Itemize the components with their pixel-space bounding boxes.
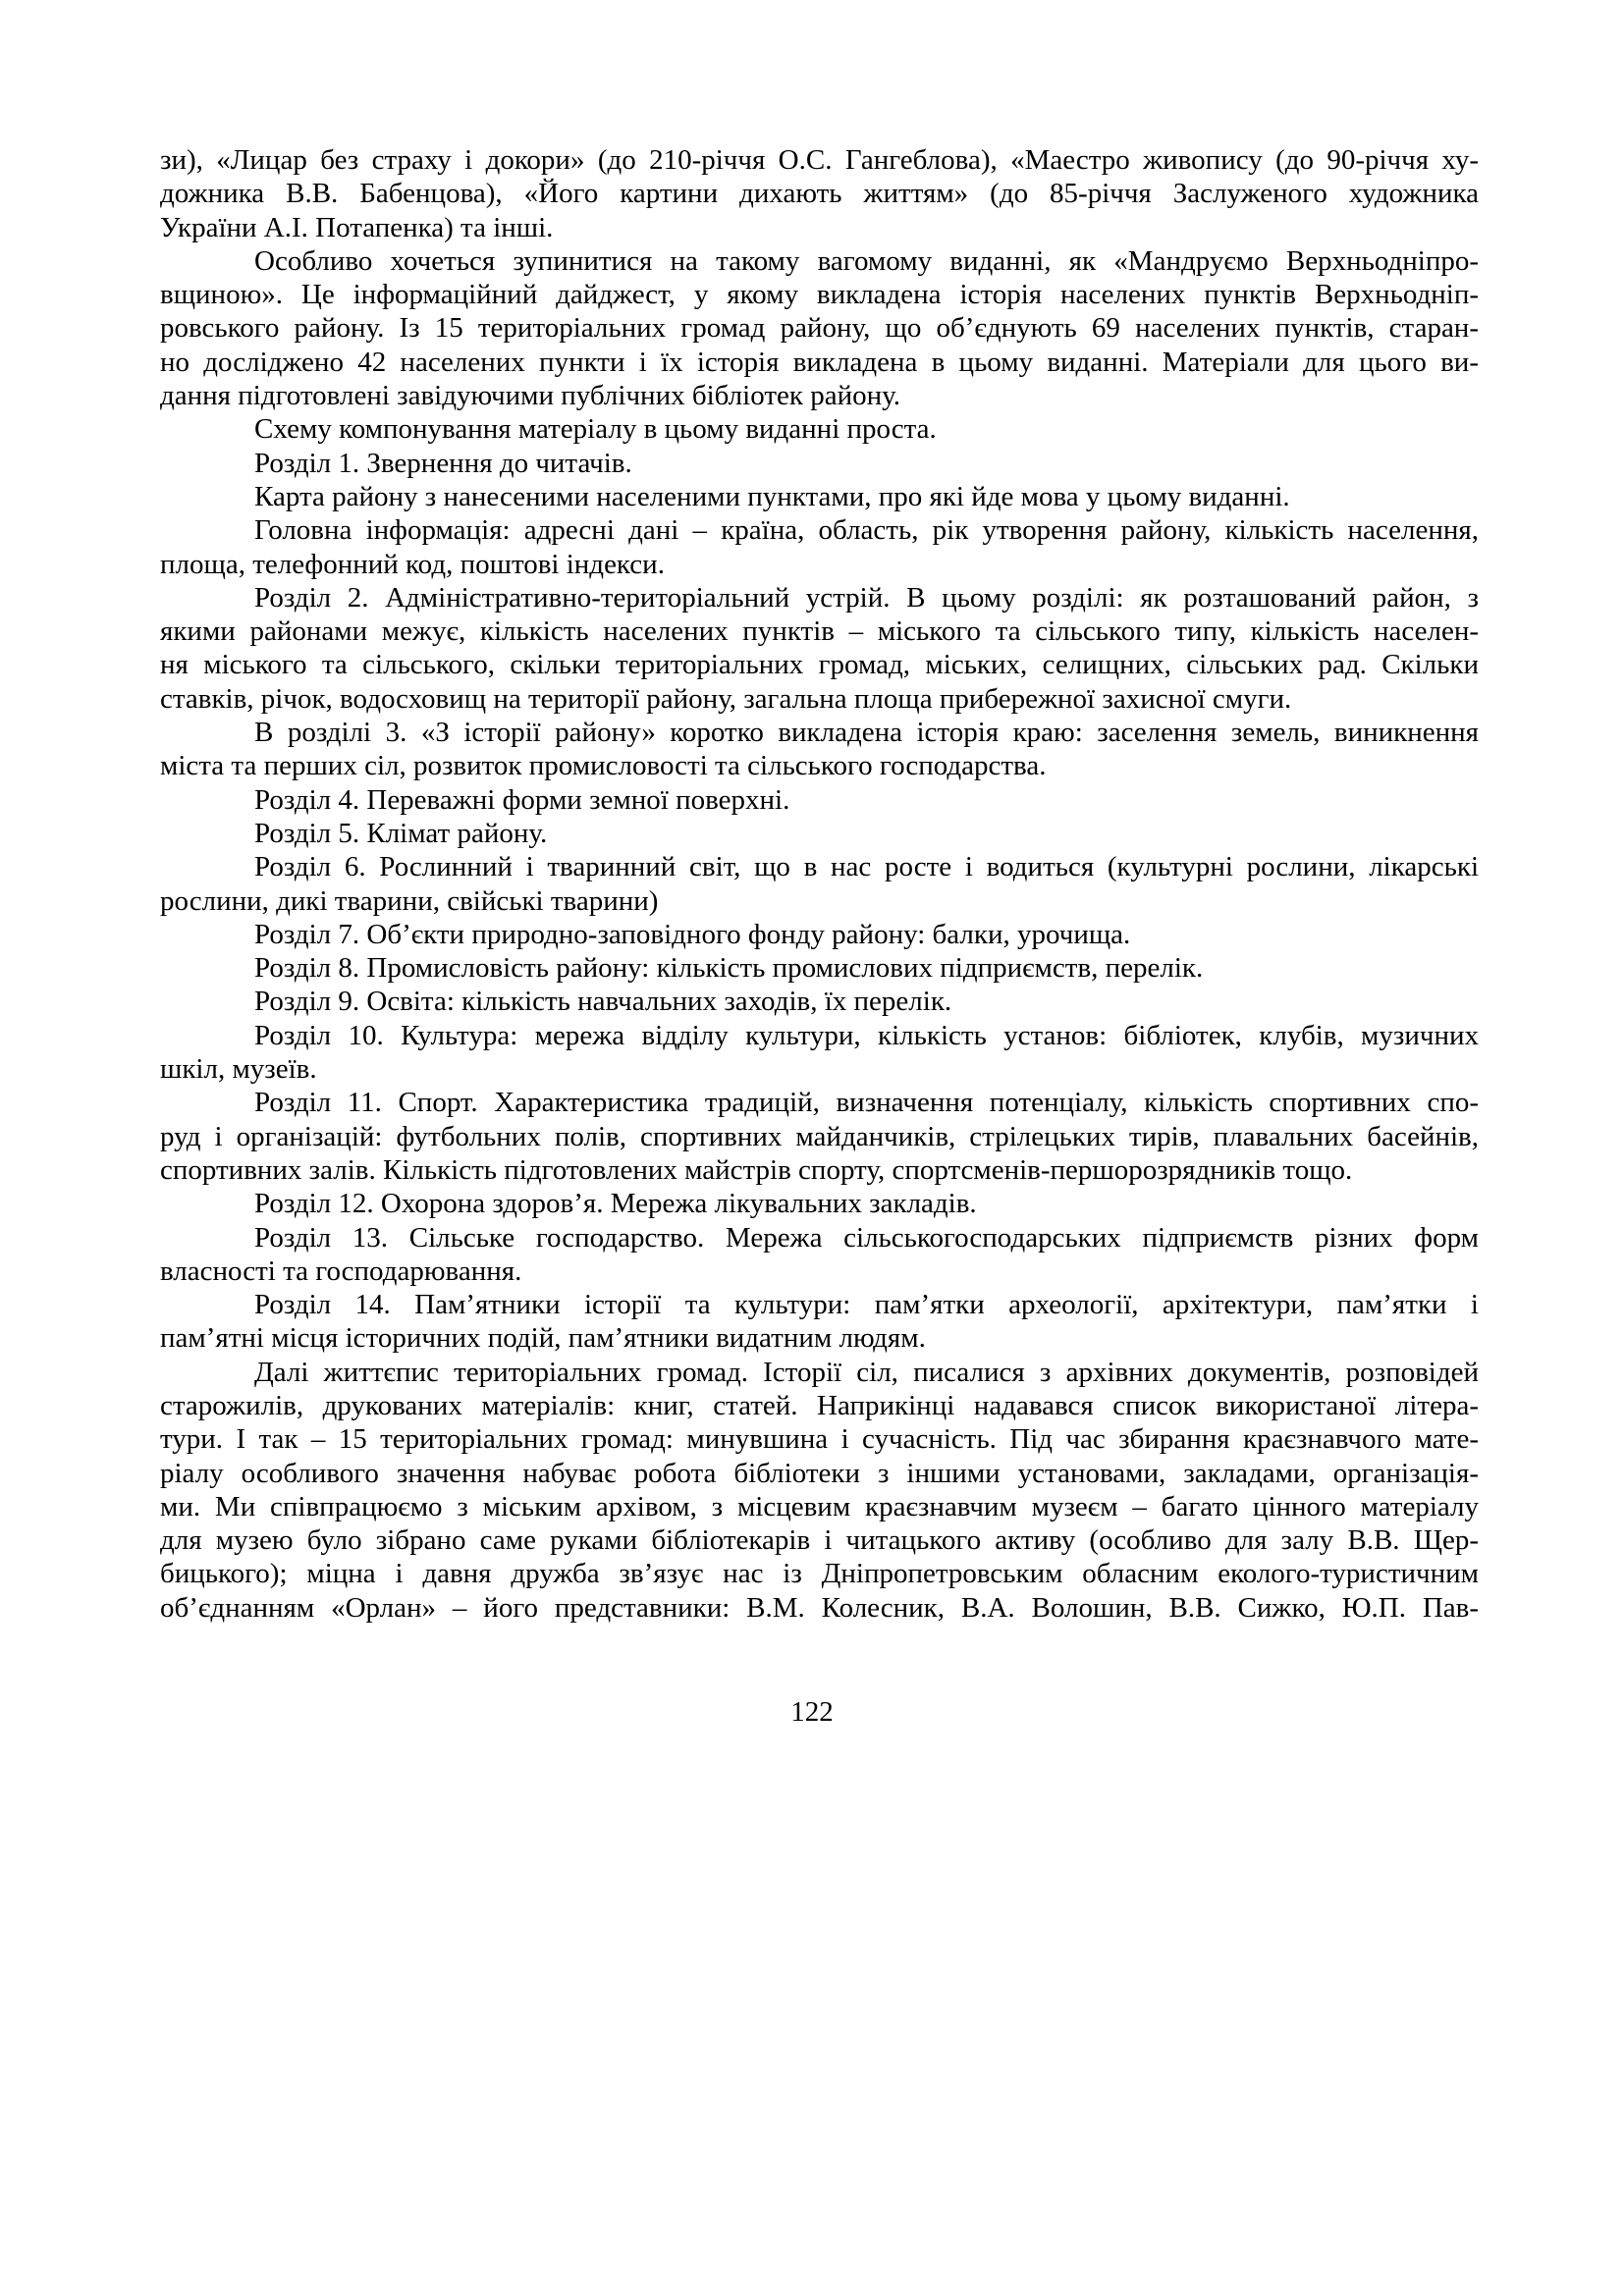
text-line: Розділ 4. Переважні форми земної поверхні. xyxy=(254,783,790,816)
text-line: В розділі 3. «З історії району» коротко викладена історія краю: заселення земель, виникнення xyxy=(254,717,1479,749)
paragraph xyxy=(160,716,1479,783)
text-line: об’єднанням «Орлан» – його представники: В.М. Колесник, В.А. Волошин, В.В. Сижко, Ю.П. Пав- xyxy=(160,1591,1479,1624)
text-line: пам’ятні місця історичних подій, пам’ятники видатним людям. xyxy=(160,1322,926,1355)
text-line: шкіл, музеїв. xyxy=(160,1053,317,1086)
paragraph xyxy=(160,143,1479,244)
paragraph xyxy=(160,581,1479,716)
text-line: міста та перших сіл, розвиток промисловості та сільського господарства. xyxy=(160,750,1047,782)
paragraph xyxy=(160,783,1479,817)
text-line: тури. І так – 15 територіальних громад: минувшина і сучасність. Під час збирання краєзнавчого мате- xyxy=(160,1423,1479,1456)
text-line: ріалу особливого значення набуває робота бібліотеки з іншими установами, закладами, організація- xyxy=(160,1457,1479,1489)
paragraph xyxy=(160,447,1479,480)
text-line: зи), «Лицар без страху і докори» (до 210-річчя О.С. Гангеблова), «Маестро живопису (до 90-річчя ху- xyxy=(160,144,1479,176)
text-line: старожилів, друкованих матеріалів: книг, статей. Наприкінці надавався список використаної літера- xyxy=(160,1389,1479,1421)
text-line: Розділ 5. Клімат району. xyxy=(254,817,548,849)
paragraph xyxy=(160,850,1479,918)
text-line: площа, телефонний код, поштові індекси. xyxy=(160,548,665,580)
text-line: Розділ 1. Звернення до читачів. xyxy=(254,447,632,479)
text-line: України А.І. Потапенка) та інші. xyxy=(160,211,554,243)
text-line: Розділ 12. Охорона здоров’я. Мережа лікувальних закладів. xyxy=(254,1188,977,1220)
text-line: Розділ 11. Спорт. Характеристика традицій, визначення потенціалу, кількість спортивних спо- xyxy=(254,1087,1479,1119)
paragraph xyxy=(160,951,1479,985)
text-line: ровського району. Із 15 територіальних громад району, що об’єднують 69 населених пунктів, старан- xyxy=(160,312,1479,345)
text-line: дання підготовлені завідуючими публічних бібліотек району. xyxy=(160,380,900,412)
text-line: рослини, дикі тварини, свійські тварини) xyxy=(160,884,659,917)
text-line: Розділ 2. Адміністративно-територіальний устрій. В цьому розділі: як розташований район, з xyxy=(254,581,1479,614)
text-line: дожника В.В. Бабенцова), «Його картини дихають життям» (до 85-річчя Заслуженого художника xyxy=(160,178,1479,210)
text-line: якими районами межує, кількість населених пунктів – міського та сільського типу, кількість населен- xyxy=(160,615,1479,648)
paragraph xyxy=(160,1187,1479,1220)
paragraph xyxy=(160,1356,1479,1625)
text-line: ми. Ми співпрацюємо з міським архівом, з місцевим краєзнавчим музеєм – багато цінного матеріалу xyxy=(160,1490,1479,1522)
paragraph xyxy=(160,1019,1479,1087)
text-line: Розділ 14. Пам’ятники історії та культури: пам’ятки археології, архітектури, пам’ятки і xyxy=(254,1289,1479,1321)
document-body xyxy=(160,143,1479,1625)
text-line: Схему компонування матеріалу в цьому виданні проста. xyxy=(254,413,937,446)
text-line: Розділ 8. Промисловість району: кількість промислових підприємств, перелік. xyxy=(254,952,1204,985)
paragraph xyxy=(160,513,1479,581)
text-line: спортивних залів. Кількість підготовлених майстрів спорту, спортсменів-першорозрядників тощо. xyxy=(160,1153,1353,1186)
text-line: для музею було зібрано саме руками бібліотекарів і читацького активу (особливо для залу В.В. Щер- xyxy=(160,1524,1479,1557)
paragraph xyxy=(160,480,1479,513)
paragraph xyxy=(160,1221,1479,1289)
text-line: Розділ 10. Культура: мережа відділу культури, кількість установ: бібліотек, клубів, музичних xyxy=(254,1019,1479,1051)
text-line: Розділ 7. Об’єкти природно-заповідного фонду району: балки, урочища. xyxy=(254,918,1131,950)
text-line: ня міського та сільського, скільки територіальних громад, міських, селищних, сільських рад. Скільки xyxy=(160,649,1479,681)
text-line: вщиною». Це інформаційний дайджест, у якому викладена історія населених пунктів Верхньодніп- xyxy=(160,279,1479,311)
text-line: Головна інформація: адресні дані – країна, область, рік утворення району, кількість населення, xyxy=(254,514,1479,547)
text-line: Особливо хочеться зупинитися на такому вагомому виданні, як «Мандруємо Верхньодніпро- xyxy=(254,244,1479,277)
paragraph xyxy=(160,985,1479,1018)
text-line: но досліджено 42 населених пункти і їх історія викладена в цьому виданні. Матеріали для цього ви- xyxy=(160,346,1479,378)
paragraph xyxy=(160,244,1479,412)
paragraph xyxy=(160,918,1479,951)
paragraph xyxy=(160,1086,1479,1187)
paragraph xyxy=(160,412,1479,446)
text-line: Розділ 13. Сільське господарство. Мережа сільськогосподарських підприємств різних форм xyxy=(254,1221,1479,1254)
text-line: Розділ 6. Рослинний і тваринний світ, що в нас росте і водиться (культурні рослини, лікарські xyxy=(254,851,1479,883)
paragraph xyxy=(160,1288,1479,1356)
text-line: Далі життєпис територіальних громад. Історії сіл, писалися з архівних документів, розповідей xyxy=(254,1356,1479,1388)
paragraph xyxy=(160,817,1479,850)
page-number: 122 xyxy=(790,1696,834,1728)
text-line: Розділ 9. Освіта: кількість навчальних заходів, їх перелік. xyxy=(254,986,952,1018)
text-line: руд і організацій: футбольних полів, спортивних майданчиків, стрілецьких тирів, плавальних басейнів, xyxy=(160,1120,1479,1152)
text-line: бицького); міцна і давня дружба зв’язує нас із Дніпропетровським обласним еколого-туристичним xyxy=(160,1558,1479,1590)
text-line: власності та господарювання. xyxy=(160,1255,522,1287)
text-line: Карта району з нанесеними населеними пунктами, про які йде мова у цьому виданні. xyxy=(254,480,1290,512)
text-line: ставків, річок, водосховищ на території району, загальна площа прибережної захисної смуги. xyxy=(160,682,1292,715)
